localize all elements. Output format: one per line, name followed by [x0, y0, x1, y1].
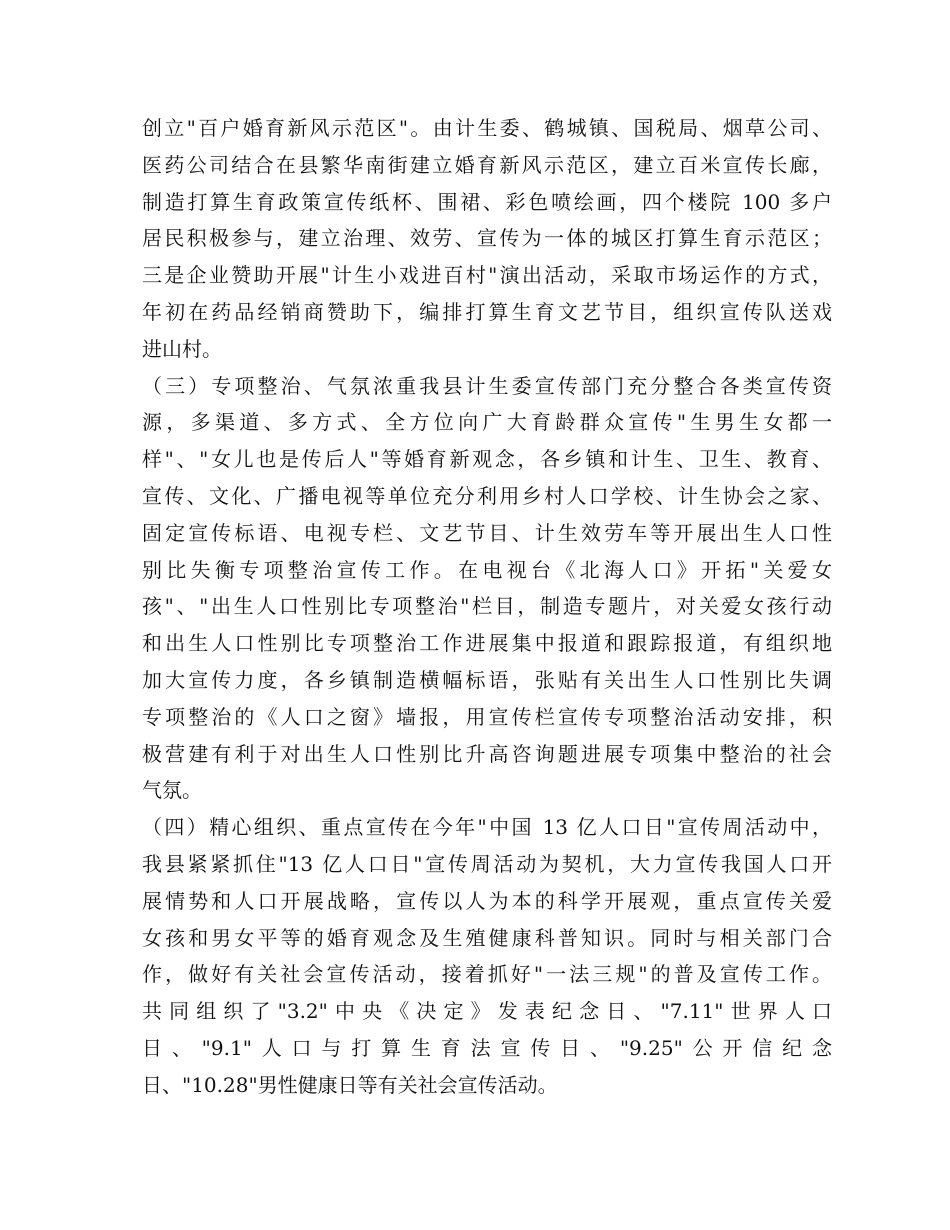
- text-line: 居民积极参与，建立治理、效劳、宣传为一体的城区打算生育示范区；: [142, 226, 832, 251]
- text-line: 女孩和男女平等的婚育观念及生殖健康科普知识。同时与相关部门合: [142, 925, 832, 950]
- text-line: 加大宣传力度，各乡镇制造横幅标语，张贴有关出生人口性别比失调: [142, 667, 832, 692]
- text-line: 样"、"女儿也是传后人"等婚育新观念，各乡镇和计生、卫生、教育、: [142, 447, 832, 472]
- text-line: 创立"百户婚育新风示范区"。由计生委、鹤城镇、国税局、烟草公司、: [142, 116, 832, 140]
- text-line: 源，多渠道、多方式、全方位向广大育龄群众宣传"生男生女都一: [142, 410, 832, 435]
- text-line: 孩"、"出生人口性别比专项整治"栏目，制造专题片，对关爱女孩行动: [142, 594, 832, 619]
- text-line: 作，做好有关社会宣传活动，接着抓好"一法三规"的普及宣传工作。: [142, 962, 832, 987]
- text-line: 日、"10.28"男性健康日等有关社会宣传活动。: [142, 1072, 558, 1097]
- text-line: 制造打算生育政策宣传纸杯、围裙、彩色喷绘画，四个楼院 100 多户: [142, 189, 832, 214]
- text-line: 宣传、文化、广播电视等单位充分利用乡村人口学校、计生协会之家、: [142, 483, 832, 508]
- text-line: 展情势和人口开展战略，宣传以人为本的科学开展观，重点宣传关爱: [142, 888, 832, 913]
- text-line: 我县紧紧抓住"13 亿人口日"宣传周活动为契机，大力宣传我国人口开: [142, 851, 832, 876]
- text-line: 气氛。: [142, 778, 202, 803]
- text-line: 医药公司结合在县繁华南街建立婚育新风示范区，建立百米宣传长廊，: [142, 152, 832, 177]
- body-text: [142, 110, 832, 1104]
- text-line: 年初在药品经销商赞助下，编排打算生育文艺节目，组织宣传队送戏: [142, 299, 832, 324]
- text-line: 专项整治的《人口之窗》墙报，用宣传栏宣传专项整治活动安排，积: [142, 704, 832, 729]
- text-line: 固定宣传标语、电视专栏、文艺节目、计生效劳车等开展出生人口性: [142, 520, 832, 545]
- text-line: （四）精心组织、重点宣传在今年"中国 13 亿人口日"宣传周活动中，: [142, 815, 832, 840]
- text-line: 进山村。: [142, 336, 222, 361]
- text-line: 和出生人口性别比专项整治工作进展集中报道和跟踪报道，有组织地: [142, 631, 832, 656]
- text-line: 共同组织了"3.2"中央《决定》发表纪念日、"7.11"世界人口: [142, 999, 832, 1024]
- text-line: 日、"9.1"人口与打算生育法宣传日、"9.25"公开信纪念: [142, 1035, 832, 1060]
- text-line: 三是企业赞助开展"计生小戏进百村"演出活动，采取市场运作的方式，: [142, 263, 832, 288]
- text-line: （三）专项整治、气氛浓重我县计生委宣传部门充分整合各类宣传资: [142, 373, 832, 398]
- text-line: 极营建有利于对出生人口性别比升高咨询题进展专项集中整治的社会: [142, 741, 832, 766]
- text-line: 别比失衡专项整治宣传工作。在电视台《北海人口》开拓"关爱女: [142, 557, 832, 582]
